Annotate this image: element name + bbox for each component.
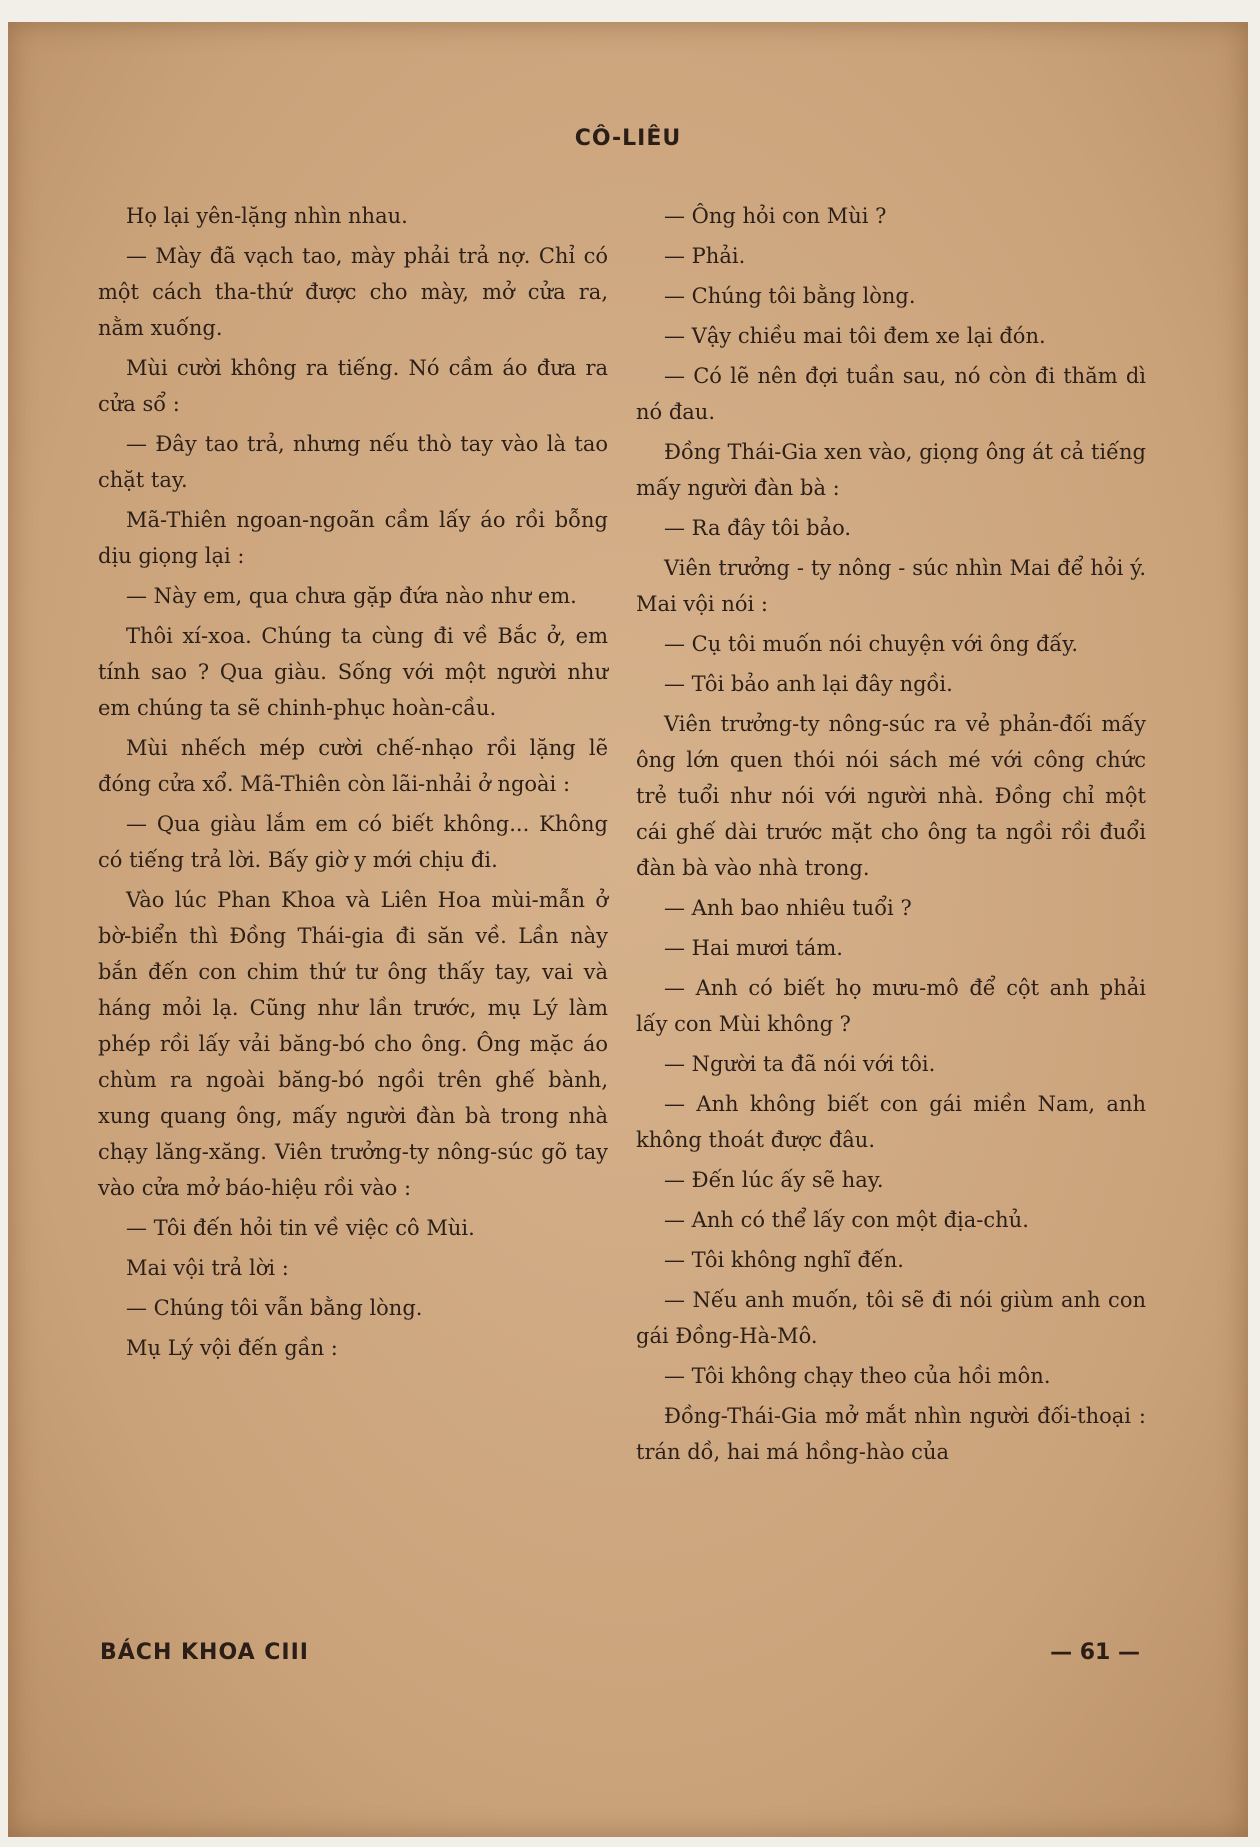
left-column	[98, 198, 608, 1370]
paragraph: — Vậy chiều mai tôi đem xe lại đón.	[664, 324, 1046, 348]
paragraph: — Anh không biết con gái miền Nam, anh không thoát được đâu.	[636, 1092, 1146, 1152]
paragraph: Mùi cười không ra tiếng. Nó cầm áo đưa ra cửa sổ :	[98, 356, 608, 416]
paragraph: — Tôi không chạy theo của hồi môn.	[664, 1364, 1051, 1388]
paragraph: — Người ta đã nói với tôi.	[664, 1052, 936, 1076]
paragraph: — Mày đã vạch tao, mày phải trả nợ. Chỉ có một cách tha-thứ được cho mày, mở cửa ra, nằm xuống.	[98, 244, 608, 340]
right-column	[636, 198, 1146, 1474]
paragraph: — Có lẽ nên đợi tuần sau, nó còn đi thăm dì nó đau.	[636, 364, 1146, 424]
paragraph: — Ông hỏi con Mùi ?	[664, 204, 887, 228]
paragraph: — Chúng tôi bằng lòng.	[664, 284, 916, 308]
paragraph: — Nếu anh muốn, tôi sẽ đi nói giùm anh con gái Đồng-Hà-Mô.	[636, 1288, 1146, 1348]
paragraph: Đồng Thái-Gia xen vào, giọng ông át cả tiếng mấy người đàn bà :	[636, 440, 1146, 500]
paragraph: — Anh có biết họ mưu-mô để cột anh phải lấy con Mùi không ?	[636, 976, 1146, 1036]
paragraph: Đồng-Thái-Gia mở mắt nhìn người đối-thoại : trán dồ, hai má hồng-hào của	[636, 1404, 1146, 1464]
running-header: CÔ-LIÊU	[574, 126, 682, 151]
paragraph: — Ra đây tôi bảo.	[664, 516, 852, 540]
paragraph: Mai vội trả lời :	[126, 1256, 289, 1280]
paragraph: — Anh bao nhiêu tuổi ?	[664, 896, 912, 920]
paragraph: — Đến lúc ấy sẽ hay.	[664, 1168, 884, 1192]
paragraph: — Qua giàu lắm em có biết không... Không có tiếng trả lời. Bấy giờ y mới chịu đi.	[98, 812, 608, 872]
paragraph: — Tôi không nghĩ đến.	[664, 1248, 904, 1272]
paragraph: — Tôi bảo anh lại đây ngồi.	[664, 672, 953, 696]
paragraph: Mã-Thiên ngoan-ngoãn cầm lấy áo rồi bỗng dịu giọng lại :	[98, 508, 608, 568]
paragraph: Viên trưởng-ty nông-súc ra vẻ phản-đối mấy ông lớn quen thói nói sách mé với công chức trẻ tuổi như nói với người nhà. Đồng chỉ một cái ghế dài trước mặt cho ông ta ngồi rồi đuổi đàn bà vào nhà trong.	[636, 712, 1146, 880]
paragraph: — Phải.	[664, 244, 746, 268]
paragraph: Viên trưởng - ty nông - súc nhìn Mai để hỏi ý. Mai vội nói :	[636, 556, 1146, 616]
paragraph: Mùi nhếch mép cười chế-nhạo rồi lặng lẽ đóng cửa xổ. Mã-Thiên còn lãi-nhải ở ngoài :	[98, 736, 608, 796]
paragraph: — Cụ tôi muốn nói chuyện với ông đấy.	[664, 632, 1079, 656]
paragraph: — Tôi đến hỏi tin về việc cô Mùi.	[126, 1216, 475, 1240]
magazine-page	[8, 22, 1248, 1837]
paragraph: Thôi xí-xoa. Chúng ta cùng đi về Bắc ở, em tính sao ? Qua giàu. Sống với một người như em chúng ta sẽ chinh-phục hoàn-cầu.	[98, 624, 608, 720]
page-number: — 61 —	[1050, 1640, 1140, 1665]
paragraph: — Anh có thể lấy con một địa-chủ.	[664, 1208, 1029, 1232]
paragraph: Họ lại yên-lặng nhìn nhau.	[126, 204, 408, 228]
paragraph: Mụ Lý vội đến gần :	[126, 1336, 338, 1360]
paragraph: — Đây tao trả, nhưng nếu thò tay vào là tao chặt tay.	[98, 432, 608, 492]
paragraph: — Này em, qua chưa gặp đứa nào như em.	[126, 584, 577, 608]
paragraph: Vào lúc Phan Khoa và Liên Hoa mùi-mẫn ở bờ-biển thì Đồng Thái-gia đi săn về. Lần này bắn đến con chim thứ tư ông thấy tay, vai và háng mỏi lạ. Cũng như lần trước, mụ Lý làm phép rồi lấy vải băng-bó cho ông. Ông mặc áo chùm ra ngoài băng-bó ngồi trên ghế bành, xung quang ông, mấy người đàn bà trong nhà chạy lăng-xăng. Viên trưởng-ty nông-súc gõ tay vào cửa mở báo-hiệu rồi vào :	[98, 888, 608, 1200]
journal-footer: BÁCH KHOA CIII	[100, 1640, 309, 1665]
paragraph: — Hai mươi tám.	[664, 936, 843, 960]
paragraph: — Chúng tôi vẫn bằng lòng.	[126, 1296, 423, 1320]
